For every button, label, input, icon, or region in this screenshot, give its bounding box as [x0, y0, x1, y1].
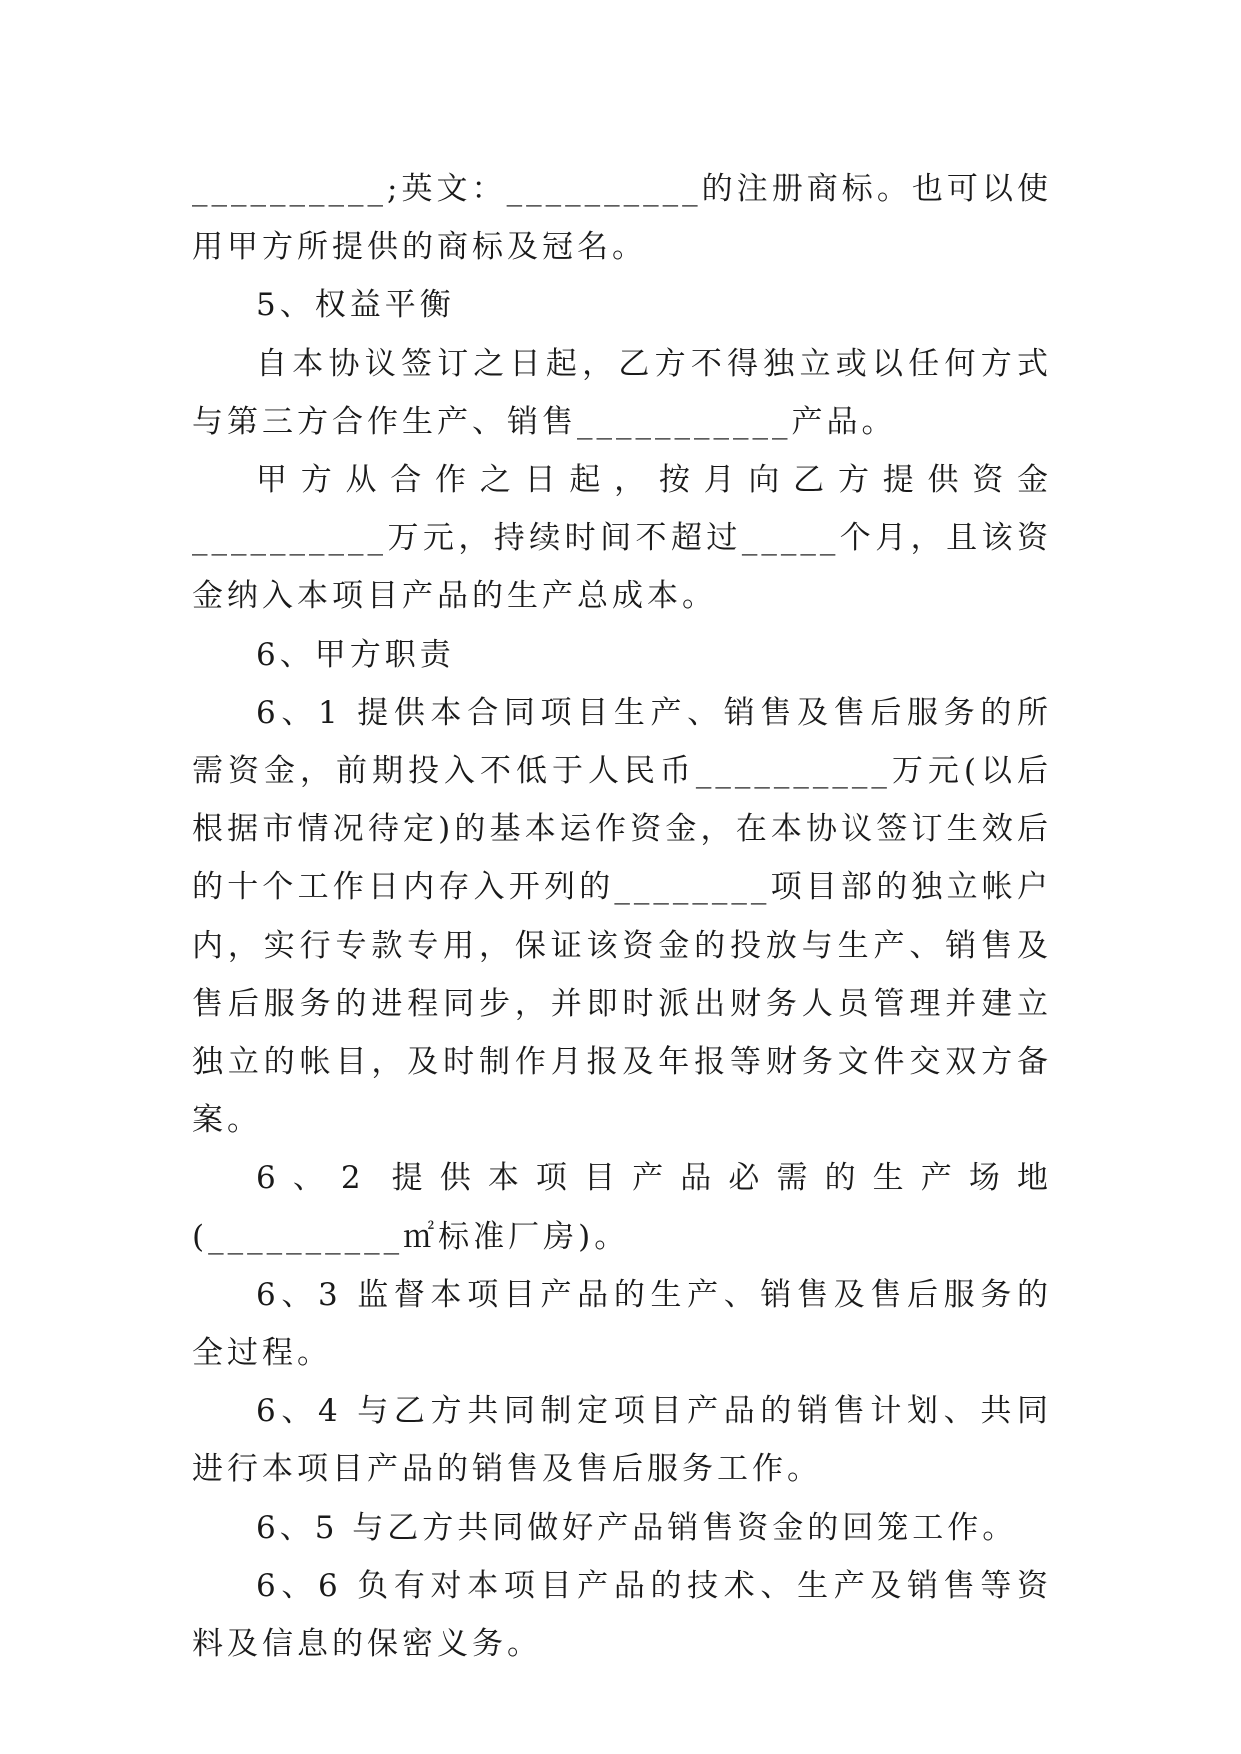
section-heading-5: 5、权益平衡: [256, 287, 455, 324]
paragraph-5-funding: 甲方从合作之日起，按月向乙方提供资金__________万元，持续时间不超过_____个月，且该资金纳入本项目产品的生产总成本。: [192, 462, 1052, 615]
clause-6-4: 6、4 与乙方共同制定项目产品的销售计划、共同进行本项目产品的销售及售后服务工作。: [192, 1393, 1052, 1488]
clause-6-1: 6、1 提供本合同项目生产、销售及售后服务的所需资金，前期投入不低于人民币__________万元(以后根据市情况待定)的基本运作资金，在本协议签订生效后的十个工作日内存入开列的________项目部的独立帐户内，实行专款专用，保证该资金的投放与生产、销售及售后服务的进程同步，并即时派出财务人员管理并建立独立的帐目，及时制作月报及年报等财务文件交双方备案。: [192, 694, 1052, 1139]
clause-6-2: 6、2 提供本项目产品必需的生产场地(__________㎡标准厂房)。: [192, 1160, 1052, 1255]
clause-6-6: 6、6 负有对本项目产品的技术、生产及销售等资料及信息的保密义务。: [192, 1567, 1052, 1663]
clause-6-5: 6、5 与乙方共同做好产品销售资金的回笼工作。: [256, 1509, 1018, 1546]
section-heading-6: 6、甲方职责: [256, 636, 455, 673]
paragraph-5-exclusivity: 自本协议签订之日起，乙方不得独立或以任何方式与第三方合作生产、销售___________产品。: [192, 345, 1052, 440]
clause-6-3: 6、3 监督本项目产品的生产、销售及售后服务的全过程。: [192, 1276, 1052, 1372]
paragraph-trademark-continuation: __________;英文：__________的注册商标。也可以使用甲方所提供的商标及冠名。: [192, 171, 1052, 266]
document-body: [192, 160, 1052, 1673]
